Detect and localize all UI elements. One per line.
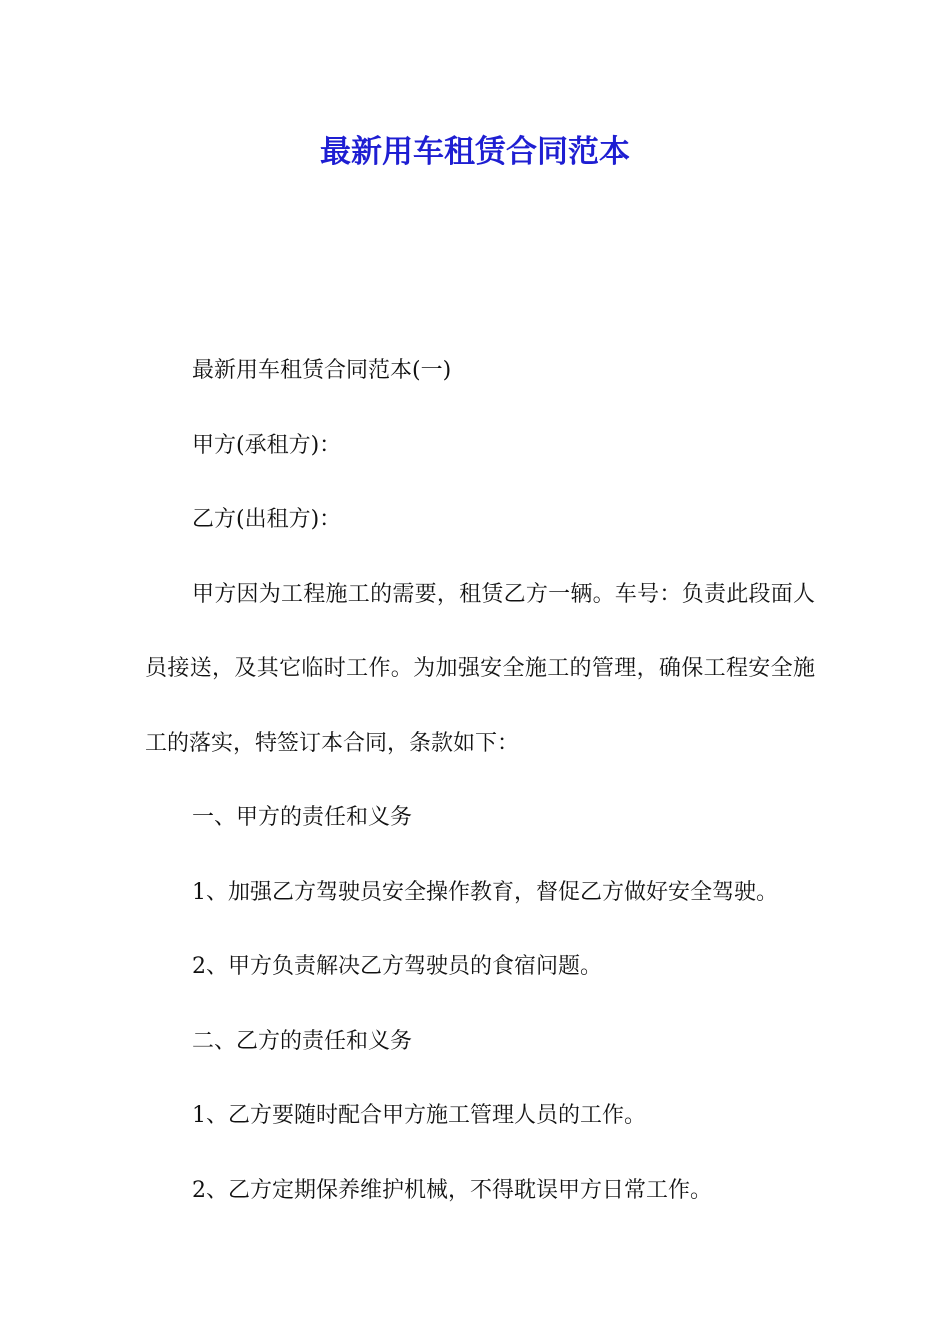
document-title: 最新用车租赁合同范本 <box>320 134 630 170</box>
paragraph-party-b: 乙方(出租方)： <box>192 507 342 532</box>
section-heading-party-b-duties: 二、乙方的责任和义务 <box>192 1028 413 1054</box>
section-heading-party-a-duties: 一、甲方的责任和义务 <box>192 805 413 830</box>
document-body <box>145 334 815 1228</box>
clause-b-2: 2、乙方定期保养维护机械，不得耽误甲方日常工作。 <box>192 1177 712 1203</box>
paragraph-preamble: 甲方因为工程施工的需要，租赁乙方一辆。车号：负责此段面人员接送，及其它临时工作。为加强安全施工的管理，确保工程安全施工的落实，特签订本合同，条款如下： <box>145 581 815 756</box>
clause-a-2: 2、甲方负责解决乙方驾驶员的食宿问题。 <box>192 954 602 979</box>
clause-b-1: 1、乙方要随时配合甲方施工管理人员的工作。 <box>192 1103 646 1128</box>
paragraph-subtitle: 最新用车租赁合同范本(一) <box>192 358 452 383</box>
clause-a-1: 1、加强乙方驾驶员安全操作教育，督促乙方做好安全驾驶。 <box>192 879 778 905</box>
paragraph-party-a: 甲方(承租方)： <box>192 432 342 458</box>
